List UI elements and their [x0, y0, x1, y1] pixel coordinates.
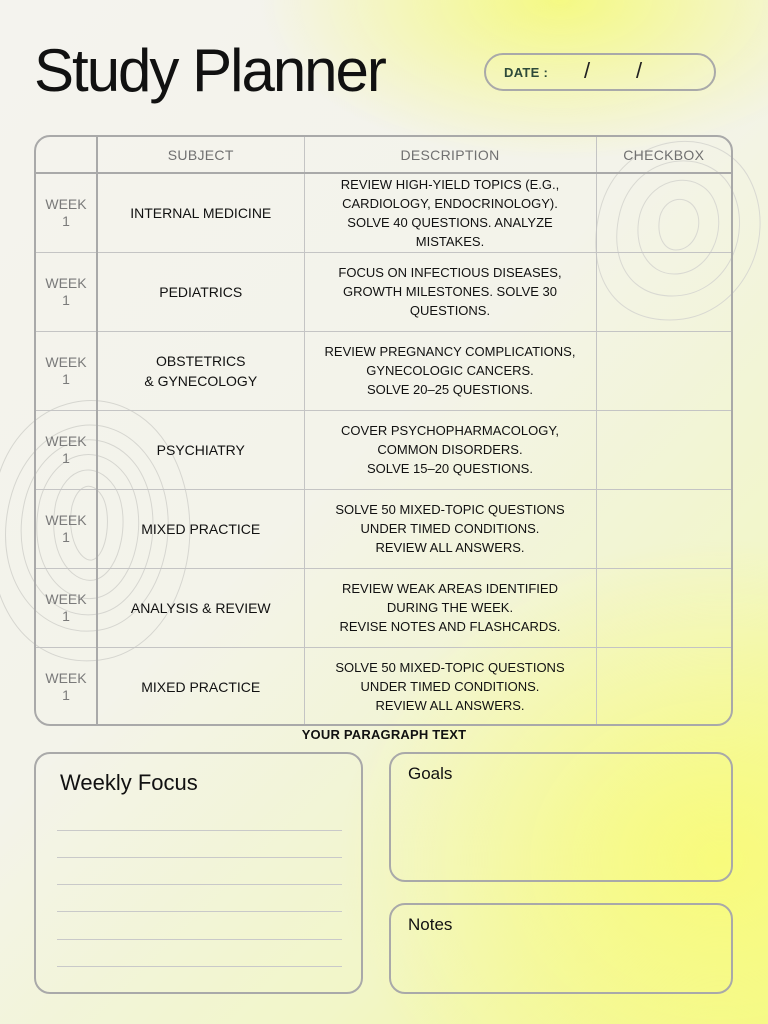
description-cell-line: GROWTH MILESTONES. SOLVE 30 [342, 284, 558, 299]
description-cell-line: MISTAKES. [415, 233, 485, 249]
subject-cell-line: MIXED PRACTICE [141, 520, 261, 537]
description-cell-line: SOLVE 15–20 QUESTIONS. [367, 461, 533, 476]
description-cell-line: REVIEW ALL ANSWERS. [375, 540, 525, 555]
subject-cell-line: & GYNECOLOGY [144, 372, 258, 389]
description-cell-line: GYNECOLOGIC CANCERS. [366, 363, 534, 378]
weekly-focus-writing-line[interactable] [57, 830, 342, 831]
week-cell-line: 1 [62, 291, 70, 308]
paragraph-caption: YOUR PARAGRAPH TEXT [301, 727, 467, 742]
table-row [36, 647, 731, 726]
description-cell [304, 410, 596, 489]
subject-cell [97, 489, 304, 568]
description-cell [304, 489, 596, 568]
description-cell-line: CARDIOLOGY, ENDOCRINOLOGY). [342, 195, 558, 211]
goals-title: Goals [408, 764, 453, 783]
week-cell [36, 647, 97, 726]
date-separator: / [636, 58, 643, 83]
description-cell-line: REVIEW PREGNANCY COMPLICATIONS, [324, 344, 576, 359]
table-row [36, 331, 731, 410]
checkbox-cell[interactable] [596, 489, 731, 568]
description-cell-line: SOLVE 50 MIXED-TOPIC QUESTIONS [335, 502, 565, 517]
subject-cell-line: PEDIATRICS [159, 283, 243, 300]
checkbox-cell[interactable] [596, 410, 731, 489]
date-separator: / [584, 58, 591, 83]
week-cell [36, 331, 97, 410]
table-row [36, 568, 731, 647]
subject-cell-line: MIXED PRACTICE [141, 678, 261, 695]
weekly-focus-writing-line[interactable] [57, 857, 342, 858]
page-title: Study Planner [34, 37, 385, 104]
subject-cell [97, 568, 304, 647]
description-cell [304, 647, 596, 726]
description-cell-line: COVER PSYCHOPHARMACOLOGY, [341, 423, 559, 438]
checkbox-cell[interactable] [596, 252, 731, 331]
goals-panel[interactable] [389, 752, 733, 882]
week-cell [36, 489, 97, 568]
week-cell-line: WEEK [45, 590, 87, 607]
description-cell-line: UNDER TIMED CONDITIONS. [360, 521, 540, 536]
description-cell [304, 331, 596, 410]
checkbox-cell[interactable] [596, 647, 731, 726]
description-cell-line: QUESTIONS. [409, 303, 491, 318]
subject-cell [97, 252, 304, 331]
subject-cell [97, 331, 304, 410]
subject-cell-line: INTERNAL MEDICINE [130, 204, 272, 221]
week-cell-line: WEEK [45, 511, 87, 528]
week-cell-line: 1 [62, 686, 70, 703]
week-cell-line: WEEK [45, 195, 87, 212]
checkbox-cell[interactable] [596, 568, 731, 647]
checkbox-column-header: CHECKBOX [596, 137, 731, 173]
table-header-row [36, 137, 731, 173]
date-label: DATE : [504, 64, 549, 80]
table-row [36, 410, 731, 489]
subject-cell [97, 647, 304, 726]
subject-cell [97, 173, 304, 252]
description-cell-line: REVIEW WEAK AREAS IDENTIFIED [342, 581, 558, 596]
description-column-header: DESCRIPTION [304, 137, 596, 173]
subject-cell [97, 410, 304, 489]
subject-cell-line: OBSTETRICS [156, 352, 246, 369]
week-column-header [36, 137, 97, 173]
description-cell [304, 252, 596, 331]
description-cell-line: SOLVE 20–25 QUESTIONS. [367, 382, 533, 397]
week-cell-line: 1 [62, 370, 70, 387]
date-field[interactable] [484, 53, 716, 91]
subject-cell-line: PSYCHIATRY [156, 441, 245, 458]
description-cell [304, 568, 596, 647]
checkbox-cell[interactable] [596, 173, 731, 252]
week-cell-line: 1 [62, 449, 70, 466]
notes-title: Notes [408, 915, 453, 934]
checkbox-cell[interactable] [596, 331, 731, 410]
description-cell-line: DURING THE WEEK. [386, 600, 514, 615]
weekly-focus-title: Weekly Focus [60, 770, 198, 795]
description-cell-line: SOLVE 40 QUESTIONS. ANALYZE [347, 214, 553, 230]
description-cell-line: UNDER TIMED CONDITIONS. [360, 679, 540, 695]
planner-table [34, 135, 733, 726]
week-cell-line: 1 [62, 528, 70, 545]
week-cell-line: WEEK [45, 669, 87, 686]
description-cell-line: FOCUS ON INFECTIOUS DISEASES, [338, 265, 562, 280]
subject-cell-line: ANALYSIS & REVIEW [130, 599, 271, 616]
description-cell [304, 173, 596, 252]
week-cell [36, 252, 97, 331]
weekly-focus-panel[interactable] [34, 752, 363, 994]
subject-column-header: SUBJECT [97, 137, 304, 173]
week-cell [36, 173, 97, 252]
weekly-focus-writing-line[interactable] [57, 911, 342, 912]
notes-panel[interactable] [389, 903, 733, 994]
week-cell-line: 1 [62, 212, 70, 229]
description-cell-line: SOLVE 50 MIXED-TOPIC QUESTIONS [335, 660, 565, 676]
week-cell-line: WEEK [45, 353, 87, 370]
description-cell-line: COMMON DISORDERS. [377, 442, 523, 457]
week-cell-line: WEEK [45, 432, 87, 449]
table-row [36, 173, 731, 252]
description-cell-line: REVIEW HIGH-YIELD TOPICS (E.G., [340, 176, 560, 192]
description-cell-line: REVIEW ALL ANSWERS. [375, 698, 525, 714]
week-cell [36, 410, 97, 489]
week-cell-line: WEEK [45, 274, 87, 291]
week-cell [36, 568, 97, 647]
weekly-focus-writing-line[interactable] [57, 939, 342, 940]
weekly-focus-writing-line[interactable] [57, 884, 342, 885]
week-cell-line: 1 [62, 607, 70, 624]
weekly-focus-writing-line[interactable] [57, 966, 342, 967]
table-row [36, 252, 731, 331]
table-row [36, 489, 731, 568]
description-cell-line: REVISE NOTES AND FLASHCARDS. [339, 619, 561, 634]
